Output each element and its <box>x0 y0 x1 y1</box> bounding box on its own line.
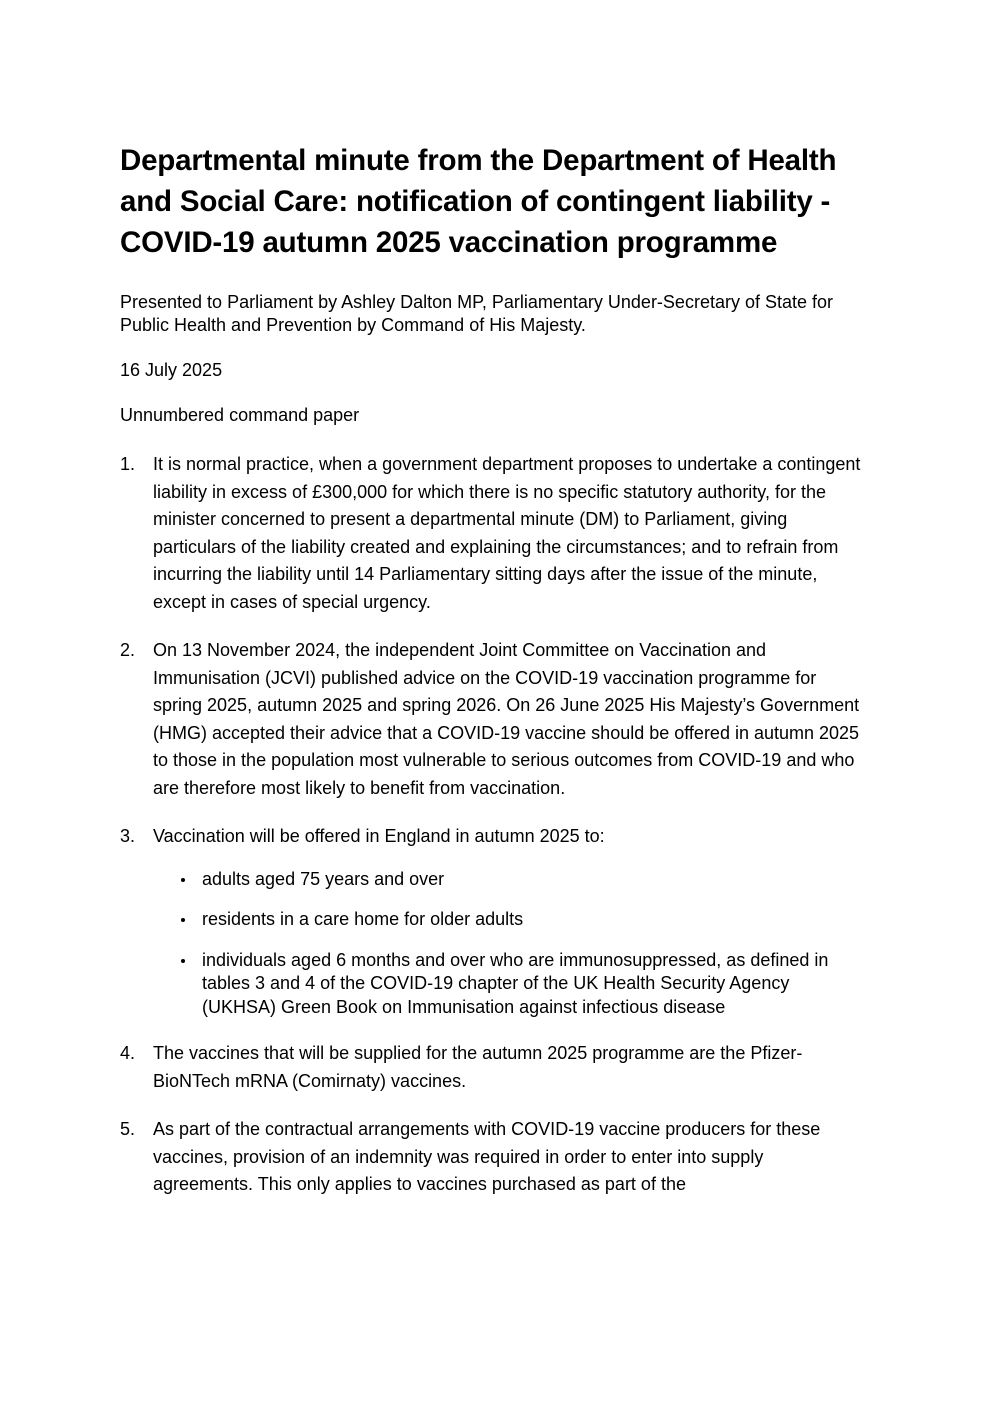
eligibility-bullet-list <box>153 868 868 1020</box>
numbered-paragraph <box>120 823 868 1019</box>
list-item-text: residents in a care home for older adults <box>202 909 524 929</box>
paragraph-text: As part of the contractual arrangements with COVID-19 vaccine producers for these vaccines, provision of an indemnity was required in order to enter into supply agreements. This only applies to vaccines purchased as part of the <box>153 1119 821 1194</box>
paragraph-text: It is normal practice, when a government department proposes to undertake a contingent liability in excess of £300,000 for which there is no specific statutory authority, for the minister concerned to present a departmental minute (DM) to Parliament, giving particulars of the liability created and explaining the circumstances; and to refrain from incurring the liability until 14 Parliamentary sitting days after the issue of the minute, except in cases of special urgency. <box>153 454 861 612</box>
list-item <box>153 949 868 1020</box>
list-item <box>153 868 868 892</box>
presented-by-statement: Presented to Parliament by Ashley Dalton MP, Parliamentary Under-Secretary of State for Public Health and Prevention by Command of His Majesty. <box>120 292 834 335</box>
paper-number: Unnumbered command paper <box>120 405 360 425</box>
page-title: Departmental minute from the Department of Health and Social Care: notification of contingent liability - COVID-19 autumn 2025 vaccination programme <box>120 144 837 259</box>
numbered-paragraph-list <box>120 451 868 1199</box>
publication-date: 16 July 2025 <box>120 360 223 380</box>
numbered-paragraph <box>120 1040 868 1095</box>
paragraph-text: Vaccination will be offered in England in autumn 2025 to: <box>153 826 605 846</box>
numbered-paragraph <box>120 637 868 802</box>
list-item <box>153 908 868 932</box>
numbered-paragraph <box>120 1116 868 1199</box>
list-item-text: individuals aged 6 months and over who are immunosuppressed, as defined in tables 3 and 4 of the COVID-19 chapter of the UK Health Security Agency (UKHSA) Green Book on Immunisation against infectious disease <box>202 949 829 1017</box>
paragraph-text: On 13 November 2024, the independent Joint Committee on Vaccination and Immunisation (JCVI) published advice on the COVID-19 vaccination programme for spring 2025, autumn 2025 and spring 2026. On 26 June 2025 His Majesty’s Government (HMG) accepted their advice that a COVID-19 vaccine should be offered in autumn 2025 to those in the population most vulnerable to serious outcomes from COVID-19 and who are therefore most likely to benefit from vaccination. <box>153 640 860 798</box>
numbered-paragraph <box>120 451 868 616</box>
paragraph-text: The vaccines that will be supplied for the autumn 2025 programme are the Pfizer-BioNTech mRNA (Comirnaty) vaccines. <box>153 1043 803 1091</box>
list-item-text: adults aged 75 years and over <box>202 868 445 889</box>
document-body <box>120 140 868 1199</box>
